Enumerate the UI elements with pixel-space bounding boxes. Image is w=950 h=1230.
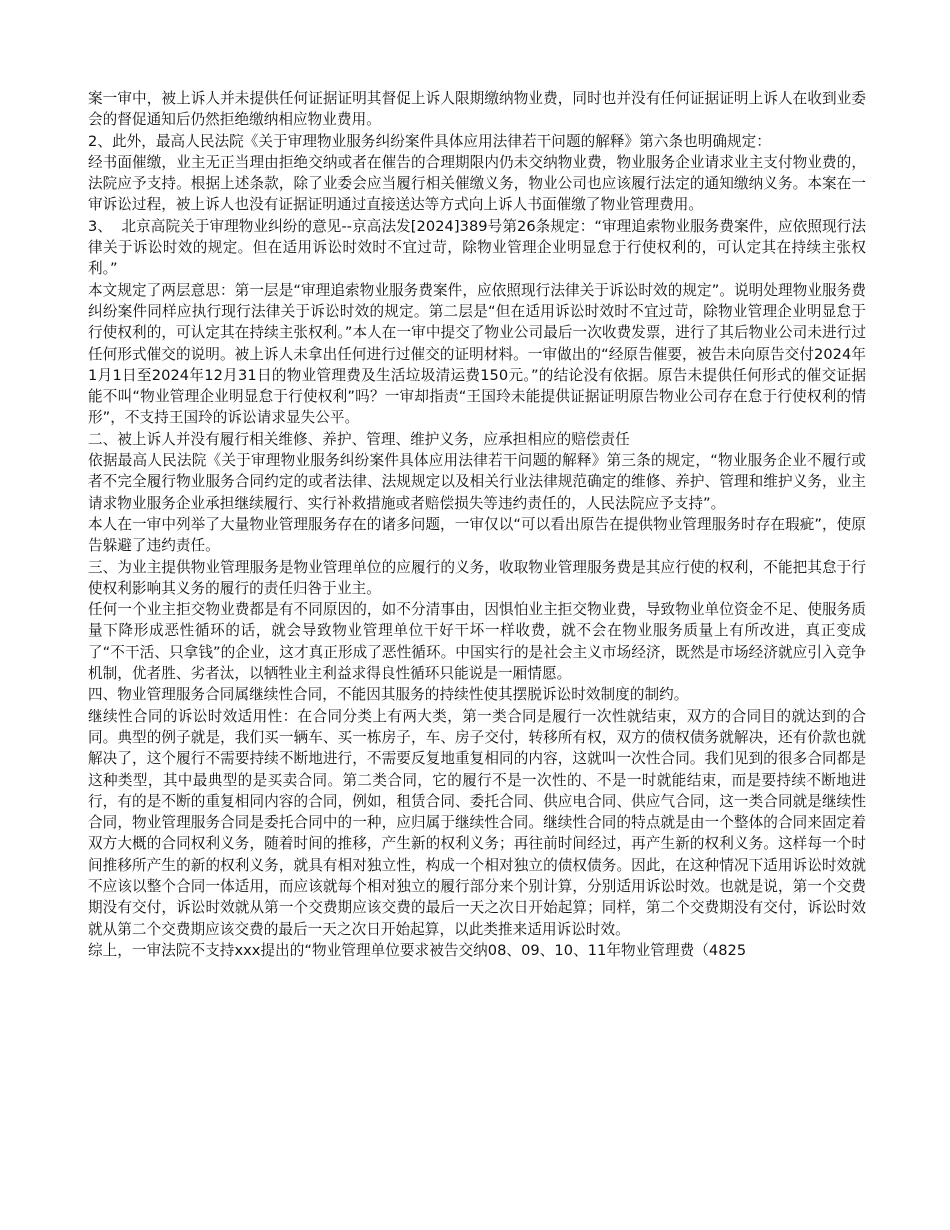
paragraph-section-2-facts: 本人在一审中列举了大量物业管理服务存在的诸多问题，一审仅以“可以看出原告在提供物业管理服务时存在瑕疵”，使原告躲避了违约责任。 [88, 515, 866, 555]
paragraph-point-3-analysis: 本文规定了两层意思：第一层是“审理追索物业服务费案件，应依照现行法律关于诉讼时效的规定”。说明处理物业服务费纠纷案件同样应执行现行法律关于诉讼时效的规定。第二层是“但在适用诉讼时效时不宜过苛，除物业管理企业明显怠于行使权利的，可认定其在持续主张权利。”本人在一审中提交了物业公司最后一次收费发票，进行了其后物业公司未进行过任何形式催交的说明。被上诉人未拿出任何进行过催交的证明材料。一审做出的“经原告催要，被告未向原告交付2024年1月1日至2024年12月31日的物业管理费及生活垃圾清运费150元。”的结论没有依据。原告未提供任何形式的催交证据能不叫“物业管理企业明显怠于行使权利”吗？一审却指责“王国玲未能提供证据证明原告物业公司存在怠于行使权利的情形”，不支持王国玲的诉讼请求显失公平。 [88, 281, 866, 427]
paragraph-conclusion: 综上，一审法院不支持xxx提出的“物业管理单位要求被告交纳08、09、10、11年物业管理费（4825 [88, 941, 747, 959]
paragraph-point-2-body: 经书面催缴，业主无正当理由拒绝交纳或者在催告的合理期限内仍未交纳物业费，物业服务企业请求业主支付物业费的，法院应予支持。根据上述条款，除了业委会应当履行相关催缴义务，物业公司也应该履行法定的通知缴纳义务。本案在一审诉讼过程，被上诉人也没有证据证明通过直接送达等方式向上诉人书面催缴了物业管理费用。 [88, 153, 866, 214]
paragraph-section-3-body: 任何一个业主拒交物业费都是有不同原因的，如不分清事由，因惧怕业主拒交物业费，导致物业单位资金不足、使服务质量下降形成恶性循环的话，就会导致物业管理单位干好干坏一样收费，就不会在物业服务质量上有所改进，真正变成了“不干活、只拿钱”的企业，这才真正形成了恶性循环。中国实行的是社会主义市场经济，既然是市场经济就应引入竞争机制，优者胜、劣者汰，以牺牲业主利益求得良性循环只能说是一厢情愿。 [88, 601, 866, 683]
section-heading-4: 四、物业管理服务合同属继续性合同，不能因其服务的持续性使其摆脱诉讼时效制度的制约。 [88, 686, 689, 704]
paragraph-intro-continuation: 案一审中，被上诉人并未提供任何证据证明其督促上诉人限期缴纳物业费，同时也并没有任何证据证明上诉人在收到业委会的督促通知后仍然拒绝缴纳相应物业费用。 [88, 90, 866, 129]
section-heading-2: 二、被上诉人并没有履行相关维修、养护、管理、维护义务，应承担相应的赔偿责任 [88, 430, 630, 448]
paragraph-section-4-body: 继续性合同的诉讼时效适用性：在合同分类上有两大类，第一类合同是履行一次性就结束，双方的合同目的就达到的合同。典型的例子就是，我们买一辆车、买一栋房子，车、房子交付，转移所有权，双方的债权债务就解决，还有价款也就解决了，这个履行不需要持续不断地进行，不需要反复地重复相同的内容，这就叫一次性合同。我们见到的很多合同都是这种类型，其中最典型的是买卖合同。第二类合同，它的履行不是一次性的、不是一时就能结束，而是要持续不断地进行，有的是不断的重复相同内容的合同，例如，租赁合同、委托合同、供应电合同、供应气合同，这一类合同就是继续性合同，物业管理服务合同是委托合同中的一种，应归属于继续性合同。继续性合同的特点就是由一个整体的合同来固定着双方大概的合同权利义务，随着时间的推移，产生新的权利义务；再往前时间经过，再产生新的权利义务。这样每一个时间推移所产生的新的权利义务，就具有相对独立性，构成一个相对独立的债权债务。因此，在这种情况下适用诉讼时效就不应该以整个合同一体适用，而应该就每个相对独立的履行部分来个别计算，分别适用诉讼时效。也就是说，第一个交费期没有交付，诉讼时效就从第一个交费期应该交费的最后一天之次日开始起算；同样，第二个交费期没有交付，诉讼时效就从第二个交费期应该交费的最后一天之次日开始起算，以此类推来适用诉讼时效。 [88, 707, 866, 938]
paragraph-section-2-basis: 依据最高人民法院《关于审理物业服务纠纷案件具体应用法律若干问题的解释》第三条的规定，“物业服务企业不履行或者不完全履行物业服务合同约定的或者法律、法规规定以及相关行业法律规范确定的维修、养护、管理和维护义务，业主请求物业服务企业承担继续履行、实行补救措施或者赔偿损失等违约责任的，人民法院应予支持”。 [88, 452, 866, 512]
document-page [88, 88, 866, 961]
paragraph-point-2-heading: 2、此外，最高人民法院《关于审理物业服务纠纷案件具体应用法律若干问题的解释》第六条也明确规定： [88, 132, 771, 150]
section-heading-3: 三、为业主提供物业管理服务是物业管理单位的应履行的义务，收取物业管理服务费是其应行使的权利，不能把其怠于行使权利影响其义务的履行的责任归咎于业主。 [88, 558, 866, 597]
paragraph-point-3: 3、 北京高院关于审理物业纠纷的意见--京高法发[2024]389号第26条规定：“审理追索物业服务费案件，应依照现行法律关于诉讼时效的规定。但在适用诉讼时效时不宜过苛，除物业管理企业明显怠于行使权利的，可认定其在持续主张权利。” [88, 217, 866, 278]
